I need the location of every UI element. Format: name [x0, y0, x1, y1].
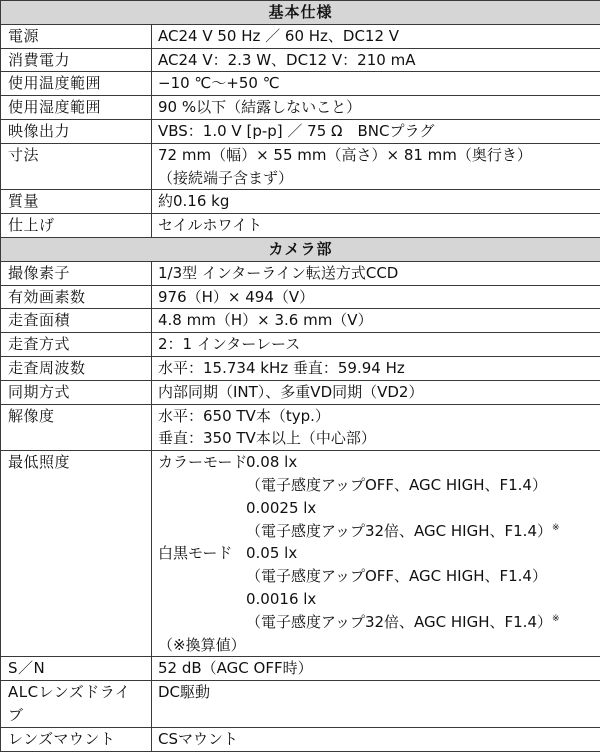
table-row — [1, 727, 600, 751]
row-label: 走査面積 — [1, 309, 152, 333]
value-line: 約0.16 kg — [158, 190, 594, 213]
row-label: 仕上げ — [1, 214, 152, 238]
table-row — [1, 681, 600, 728]
value-line: 水平：15.734 kHz 垂直：59.94 Hz — [158, 357, 594, 380]
table-row — [1, 657, 600, 681]
row-label: 撮像素子 — [1, 261, 152, 285]
row-label: 映像出力 — [1, 119, 152, 143]
value-line: 1/3型 インターライン転送方式CCD — [158, 262, 594, 285]
color-mode-line — [158, 451, 594, 474]
color-note-2: （電子感度アップ32倍、AGC HIGH、F1.4） — [246, 522, 552, 540]
section-title: 基本仕様 — [1, 1, 600, 25]
row-label: ALCレンズドライブ — [1, 681, 152, 728]
row-label: レンズマウント — [1, 727, 152, 751]
color-note-2-line — [158, 520, 594, 543]
color-note-1-line — [158, 474, 594, 497]
table-row-min-illumination — [1, 451, 600, 657]
table-row — [1, 333, 600, 357]
row-label: 電源 — [1, 24, 152, 48]
value-line: 2：1 インターレース — [158, 333, 594, 356]
section-title: カメラ部 — [1, 237, 600, 261]
bw-mode-line — [158, 542, 594, 565]
row-label: 走査周波数 — [1, 356, 152, 380]
row-value — [152, 119, 600, 143]
bw-note-2-line — [158, 611, 594, 634]
row-label: 消費電力 — [1, 48, 152, 72]
row-value — [152, 24, 600, 48]
table-row — [1, 261, 600, 285]
color-note-1: （電子感度アップOFF、AGC HIGH、F1.4） — [246, 474, 594, 497]
value-line: 90 %以下（結露しないこと） — [158, 96, 594, 119]
row-value — [152, 96, 600, 120]
value-line: 水平：650 TV本（typ.） — [158, 405, 594, 428]
value-line: 976（H）× 494（V） — [158, 286, 594, 309]
row-value — [152, 190, 600, 214]
row-label: 有効画素数 — [1, 285, 152, 309]
row-value: 52 dB（AGC OFF時） — [152, 657, 600, 681]
section-header-camera — [1, 237, 600, 261]
row-label: S／N — [1, 657, 152, 681]
row-label: 解像度 — [1, 404, 152, 451]
row-value: CSマウント — [152, 727, 600, 751]
row-label: 質量 — [1, 190, 152, 214]
value-line: 4.8 mm（H）× 3.6 mm（V） — [158, 309, 594, 332]
table-row — [1, 72, 600, 96]
row-value — [152, 333, 600, 357]
bw-mode-label: 白黒モード — [158, 542, 246, 565]
row-value — [152, 48, 600, 72]
row-value — [152, 380, 600, 404]
table-row — [1, 356, 600, 380]
section-header-basic — [1, 1, 600, 25]
table-row — [1, 119, 600, 143]
bw-value-2-line — [158, 588, 594, 611]
note-mark: ※ — [552, 614, 560, 624]
bw-note-1: （電子感度アップOFF、AGC HIGH、F1.4） — [246, 565, 594, 588]
row-value — [152, 261, 600, 285]
row-value — [152, 143, 600, 190]
table-row — [1, 404, 600, 451]
value-line: （接続端子含まず） — [158, 167, 594, 190]
color-note-2-wrap — [246, 520, 594, 543]
color-value-1: 0.08 lx — [246, 451, 594, 474]
row-value — [152, 214, 600, 238]
table-row — [1, 380, 600, 404]
table-row — [1, 214, 600, 238]
row-value — [152, 285, 600, 309]
table-row — [1, 24, 600, 48]
row-value — [152, 451, 600, 657]
row-label: 最低照度 — [1, 451, 152, 657]
row-label: 同期方式 — [1, 380, 152, 404]
row-label: 使用湿度範囲 — [1, 96, 152, 120]
value-line: VBS：1.0 V [p-p] ／ 75 Ω BNCプラグ — [158, 120, 594, 143]
value-line: 垂直：350 TV本以上（中心部） — [158, 427, 594, 450]
row-value — [152, 309, 600, 333]
row-label: 走査方式 — [1, 333, 152, 357]
table-row — [1, 48, 600, 72]
footnote: （※換算値） — [158, 634, 594, 657]
row-label: 使用温度範囲 — [1, 72, 152, 96]
table-row — [1, 143, 600, 190]
row-value — [152, 404, 600, 451]
bw-value-2: 0.0016 lx — [246, 588, 594, 611]
value-line: AC24 V：2.3 W、DC12 V：210 mA — [158, 49, 594, 72]
table-row — [1, 309, 600, 333]
row-label: 寸法 — [1, 143, 152, 190]
row-value: DC駆動 — [152, 681, 600, 728]
color-value-2-line — [158, 497, 594, 520]
table-row — [1, 285, 600, 309]
value-line: 72 mm（幅）× 55 mm（高さ）× 81 mm（奥行き） — [158, 144, 594, 167]
color-mode-label: カラーモード — [158, 451, 246, 474]
bw-note-1-line — [158, 565, 594, 588]
value-line: AC24 V 50 Hz ／ 60 Hz、DC12 V — [158, 25, 594, 48]
bw-value-1: 0.05 lx — [246, 542, 594, 565]
row-value — [152, 72, 600, 96]
bw-note-2-wrap — [246, 611, 594, 634]
table-row — [1, 190, 600, 214]
value-line: セイルホワイト — [158, 214, 594, 237]
value-line: −10 ℃〜+50 ℃ — [158, 72, 594, 95]
table-row — [1, 96, 600, 120]
bw-note-2: （電子感度アップ32倍、AGC HIGH、F1.4） — [246, 613, 552, 631]
color-value-2: 0.0025 lx — [246, 497, 594, 520]
note-mark: ※ — [552, 523, 560, 533]
value-line: 内部同期（INT）、多重VD同期（VD2） — [158, 381, 594, 404]
row-value — [152, 356, 600, 380]
